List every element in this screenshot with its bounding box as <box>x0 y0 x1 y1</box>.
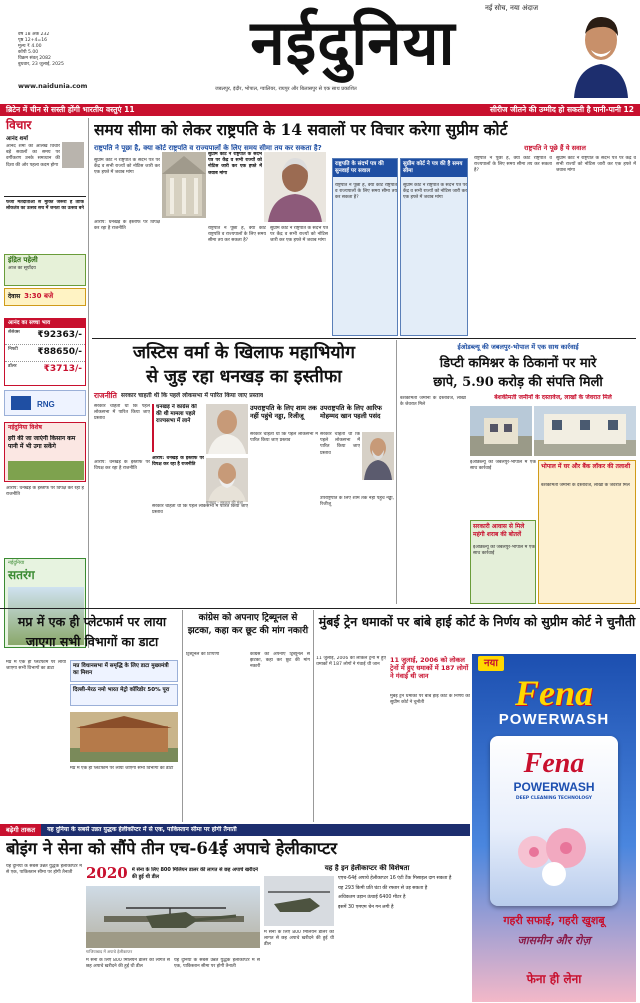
special-box <box>4 422 86 482</box>
mid-building-photo <box>70 712 178 762</box>
ed-headline-1[interactable]: डिप्टी कमिश्नर के ठिकानों पर मारे <box>439 356 597 371</box>
lead-right-title: राष्ट्रपति ने पूछे हैं ये सवाल <box>524 144 586 152</box>
lead-col-2: राष्ट्रपति ने पूछा है, क्या कोर्ट राष्ट्रपति व राज्यपालों के लिए समय सीमा तय कर सकता है? <box>208 226 266 244</box>
ed-sub: बेशकीमती जमीनों के दस्तावेज, लाखों के जेवरात मिले <box>494 394 612 401</box>
second-col-1b: आरोप: धनखड़ के इस्तीफे पर विपक्ष कर रहा है राजनीति <box>94 460 150 472</box>
lead-right-col-2: सुप्रीम कोर्ट ने राष्ट्रपति के संदर्भ पत्र पर केंद्र व सभी राज्यों को नोटिस जारी कर एक हफ्ते में जवाब मांगा <box>556 156 636 174</box>
lead-box-2-title: सुप्रीम कोर्ट ने पत्र की है समय सीमा <box>401 159 467 177</box>
feature-item: इसमें 30 एमएम चेन गन लगी है <box>338 904 394 910</box>
features-list <box>338 876 470 1000</box>
arif-photo <box>362 432 394 480</box>
bottom-col-1: यह दुनिया के सबसे उन्नत युद्धक हेलीकॉप्टर में से एक, पाकिस्तान सीमा पर होगी तैनाती <box>6 864 82 876</box>
lead-photo-caption: सुप्रीम कोर्ट ने राष्ट्रपति के संदर्भ पत्र पर केंद्र व सभी राज्यों को नोटिस जारी कर एक हफ्ते में जवाब मांगा <box>208 152 262 176</box>
market-title: आनंद का सच्चा भाव <box>5 319 85 328</box>
time-label: देवास <box>8 293 21 301</box>
second-headline-2[interactable]: से जुड़ रहा धनखड़ का इस्तीफा <box>146 367 342 387</box>
market-value: ₹92363/- <box>37 330 82 341</box>
mid-left-col-2: मप्र में एक ही प्लेटफार्म पर लाया जाएगा सभी विभागों का डाटा <box>70 766 174 771</box>
mid-left-col-1: मप्र में एक ही प्लेटफार्म पर लाया जाएगा सभी विभागों का डाटा <box>6 660 66 672</box>
lead-box-2-text: सुप्रीम कोर्ट ने राष्ट्रपति के संदर्भ पत्र पर केंद्र व सभी राज्यों को नोटिस जारी कर एक हफ्ते में जवाब मांगा <box>403 183 467 201</box>
sidebar-brief: आरोप: धनखड़ के इस्तीफे पर विपक्ष कर रहा है राजनीति <box>6 486 84 498</box>
mid-bullet: दिल्ली-मेरठ नमो भारत मेट्रो कॉरिडोर 50% पूरा <box>70 684 178 706</box>
market-label: डॉलर <box>8 363 17 369</box>
mid-left-headline[interactable]: मप्र में एक ही प्लेटफार्म पर लाया जाएगा सभी विभागों का डाटा <box>17 614 167 649</box>
time-value: 3:30 बजे <box>24 292 54 301</box>
fena-pack-product: POWERWASH <box>513 780 595 794</box>
divider <box>0 608 640 609</box>
flower-icon <box>504 812 604 892</box>
vichar-title: विचार <box>6 118 32 132</box>
second-kicker: राजनीति <box>94 391 117 401</box>
special-photo <box>8 461 84 480</box>
second-inset-2: आरोप: धनखड़ के इस्तीफे पर विपक्ष कर रहा है राजनीति <box>152 456 204 468</box>
feature-item: अधिकतम उड़ान ऊंचाई 6400 मीटर है <box>338 895 406 900</box>
fena-brand-top: Fena <box>514 673 593 713</box>
apache-photo <box>86 886 260 948</box>
ed-box-2 <box>470 520 536 604</box>
fena-slogan: गहरी सफाई, गहरी खुशबू <box>503 914 605 927</box>
supreme-court-photo <box>162 152 206 218</box>
issue-line: विक्रम संवत् 2082 <box>18 56 51 61</box>
mid-center-col-1: ट्रिब्यूनल की टिप्पणी <box>186 652 220 657</box>
dhankhar-photo <box>206 404 248 454</box>
ticker-left[interactable] <box>0 104 320 116</box>
mid-right-headline[interactable]: मुंबई ट्रेन धमाकों पर बांबे हाई कोर्ट के निर्णय को सुप्रीम कोर्ट ने चुनौती <box>318 614 636 629</box>
time-box <box>4 288 86 306</box>
column-divider <box>396 340 397 604</box>
fena-pack-brand: Fena <box>523 748 585 779</box>
issue-line: कॉपी 5.00 <box>18 50 39 55</box>
masthead-portrait <box>568 6 634 98</box>
market-row <box>5 345 85 362</box>
vichar-portrait <box>62 142 84 168</box>
mid-right-highlight: 11 जुलाई, 2006 को लोकल ट्रेनों में हुए धमाकों में 187 लोगों ने गंवाई थी जान <box>390 656 469 680</box>
ticker-right[interactable] <box>320 104 640 116</box>
second-inset-4-text-2: उपराष्ट्रपति के लिए शाम तक नहीं पहुंचे नड्डा, रिजीजू <box>320 496 394 508</box>
ed-box-1-title: भोपाल में घर और बैंक लॉकर की तलाशी <box>541 463 631 470</box>
lead-subhead: राष्ट्रपति ने पूछा है, क्या कोर्ट राष्ट्रपति व राज्यपालों के लिए समय सीमा तय कर सकता है? <box>94 144 322 152</box>
tagline: नई सोच, नया अंदाज <box>485 4 539 12</box>
bottom-year: 2020 <box>86 864 128 883</box>
lead-box-1-title: राष्ट्रपति के संदर्भ पत्र की सुनवाई पर सवाल <box>333 159 397 177</box>
lead-col-3: सुप्रीम कोर्ट ने राष्ट्रपति के संदर्भ पत्र पर केंद्र व सभी राज्यों को नोटिस जारी कर एक हफ्ते में जवाब मांगा <box>270 226 328 244</box>
market-box <box>4 318 86 386</box>
second-inset-4-text: सरकार चाहती थी कि पहले लोकसभा में पारित किया जाए प्रस्ताव <box>320 432 360 456</box>
second-sub: सरकार चाहती थी कि पहले लोकसभा में पारित किया जाए प्रस्ताव <box>120 392 264 400</box>
second-inset-1-text: धनखड़ ने कांग्रेस की की थी मामला पहले राज्यसभा में लाने <box>156 404 197 424</box>
lead-headline[interactable]: समय सीमा को लेकर राष्ट्रपति के 14 सवालों पर विचार करेगा सुप्रीम कोर्ट <box>94 120 508 139</box>
second-inset-3-text: सरकार चाहती थी कि पहले लोकसभा में पारित किया जाए प्रस्ताव <box>250 432 318 444</box>
quote-text: फर्जी मतदाताओं से मुक्ति जरूरी है ताकि लोकतंत्र का उत्सव सच में जनता का उत्सव बने <box>6 200 84 212</box>
second-inset-4-title: उपराष्ट्रपति के लिए आरिफ मोहम्मद खान पहली पसंद <box>320 404 382 420</box>
second-inset-3 <box>250 404 318 604</box>
ed-col-2: ईओडब्ल्यू की जबलपुर-भोपाल में एक साथ कार्रवाई <box>470 460 536 472</box>
sidebar-ad-logo <box>4 390 86 416</box>
president-photo <box>264 152 326 222</box>
sidebar-divider <box>88 118 89 648</box>
second-inset-3-title: उपराष्ट्रपति के लिए शाम तक नहीं पहुंचे नड्डा, रिजीजू <box>250 404 317 420</box>
newspaper-logo: नईदुनिया <box>250 6 456 79</box>
ed-photo-2 <box>534 406 636 456</box>
divider <box>92 338 636 339</box>
lead-right-col-1: राष्ट्रपति ने पूछा है, क्या कोर्ट राष्ट्रपति व राज्यपालों के लिए समय सीमा तय कर सकता है? <box>474 156 552 174</box>
issue-info <box>18 32 108 72</box>
market-label: सेंसेक्स <box>8 330 20 336</box>
satrang-label: नईदुनिया <box>8 560 25 566</box>
lead-box-2 <box>400 158 468 336</box>
left-sidebar <box>4 118 86 650</box>
modi-photo <box>206 458 248 502</box>
bottom-band-text: यह दुनिया के सबसे उन्नत युद्धक हेलीकॉप्टर में से एक, पाकिस्तान सीमा पर होगी तैनाती <box>47 826 237 834</box>
mid-center-headline[interactable]: कांग्रेस को अपनाए ट्रिब्यूनल से झटका, कहा कर छूट की मांग नकारी <box>187 613 309 636</box>
special-text: हरी की जा जाएंगी किसान कम पानी में भी उगा सकेंगे <box>8 435 76 450</box>
svg-text:RNG: RNG <box>37 400 55 409</box>
lead-box-1-text: राष्ट्रपति ने पूछा है, क्या कोर्ट राष्ट्रपति व राज्यपालों के लिए समय सीमा तय कर सकता है? <box>335 183 397 201</box>
bottom-headline[interactable]: बोइंग ने सेना को सौंपे तीन एच-64ई अपाचे हेलीकाप्टर <box>6 839 338 858</box>
mid-bullet: मप्र विधानसभा में समृद्धि के लिए डाटा मुख्यमंत्री का मिशन <box>70 660 178 682</box>
mid-center-col-2: कांग्रेस को अपनाए ट्रिब्यूनल से झटका, कहा कर छूट की मांग नकारी <box>250 652 310 670</box>
second-col-1: सरकार चाहती थी कि पहले लोकसभा में पारित किया जाए प्रस्ताव <box>94 404 150 422</box>
bottom-year-text: में सेना के लिए 800 मिलियन डालर की लागत से छह अपाचे खरीदने की हुई थी डील <box>131 867 258 880</box>
ed-headline-2[interactable]: छापे, 5.90 करोड़ की संपत्ति मिली <box>433 375 603 390</box>
fena-footer: फेना ही लेना <box>526 972 582 986</box>
column-divider <box>313 610 314 822</box>
divider <box>4 196 86 197</box>
market-label: निफ्टी <box>8 346 18 352</box>
ticker-right-text: सीरीज जीतने की उम्मीद हो सकती है पानी-पानी 12 <box>489 105 634 115</box>
ed-box-2-text: ईओडब्ल्यू की जबलपुर-भोपाल में एक साथ कार्रवाई <box>473 545 535 557</box>
bottom-caption: गाजियाबाद में अपाचे हेलीकाप्टर <box>86 949 133 954</box>
vichar-text: आनंद शर्मा का आलेख विचार बड़े सवालों का समय पर वर्गीकरण उनके समाधान की दिशा की ओर पहला कदम होगा <box>6 144 60 168</box>
features-photo <box>264 876 334 926</box>
editions-line: जबलपुर, इंदौर, भोपाल, ग्वालियर, रायपुर और बिलासपुर से एक साथ प्रकाशित <box>215 86 357 92</box>
sudoku-label: आज का सूर्योदय <box>8 266 36 272</box>
column-divider <box>182 610 183 822</box>
bottom-year-box <box>86 864 260 884</box>
fena-sub-slogan: जासमीन और रोज़ <box>517 934 591 947</box>
ed-photo-1 <box>470 406 532 456</box>
ed-box-2-title: सरकारी आवास से मिले महंगी शराब की बोतलें <box>473 523 525 538</box>
issue-line: मूल्य ₹ 4.00 <box>18 44 42 49</box>
market-value: ₹88650/- <box>37 346 82 357</box>
bottom-band-label: बढ़ेगी ताकत <box>0 824 41 836</box>
second-inset-1 <box>152 404 204 452</box>
issue-line: वर्ष 18 अंक 232 <box>18 32 50 37</box>
fena-new-label: नया <box>478 656 504 671</box>
feature-item: यह 293 किमी प्रति घंटा की रफ्तार से उड़ सकता है <box>338 885 428 891</box>
second-inset-4 <box>320 404 394 604</box>
vichar-byline: आनंद शर्मा <box>6 136 28 142</box>
website-url[interactable]: www.naidunia.com <box>18 82 88 90</box>
mid-right-col-2: मुंबई ट्रेन धमाकों पर बांबे हाई कोर्ट के निर्णय को सुप्रीम कोर्ट ने चुनौती <box>390 694 470 706</box>
second-subline <box>94 391 394 401</box>
masthead <box>0 0 640 103</box>
fena-product-top: POWERWASH <box>498 711 610 728</box>
ticker-left-text: ब्रिटेन में चीन से सस्ती होंगी भारतीय वस्तुएं 11 <box>6 105 135 115</box>
lead-col-1: सुप्रीम कोर्ट ने राष्ट्रपति के संदर्भ पत्र पर केंद्र व सभी राज्यों को नोटिस जारी कर एक हफ्ते में जवाब मांगा <box>94 158 160 176</box>
date-line: बुधवार, 23 जुलाई, 2025 <box>18 62 64 67</box>
lead-col-1b: आरोप: धनखड़ के इस्तीफे पर विपक्ष कर रहा है राजनीति <box>94 220 160 232</box>
market-row <box>5 328 85 345</box>
mid-right-col-1: 11 जुलाई, 2006 को लोकल ट्रेनों में हुए धमाकों में 187 लोगों ने गंवाई थी जान <box>316 656 386 668</box>
second-caption: धनखड़ - सरकार की मंशा <box>206 500 243 505</box>
bottom-col-3: यह दुनिया के सबसे उन्नत युद्धक हेलीकॉप्टर में से एक, पाकिस्तान सीमा पर होगी तैनाती <box>174 958 260 970</box>
feature-item: एएच-64ई अपाचे हेलीकाप्टर 16 एंटी टैंक मिसाइल दाग सकता है <box>338 876 452 881</box>
issue-line: पृष्ठ 12+4=16 <box>18 38 48 43</box>
features-box <box>264 864 470 1000</box>
fena-ad[interactable] <box>472 654 636 1002</box>
fena-pack <box>490 736 618 906</box>
ed-col-1: बेशकीमती जमीनों के दस्तावेज, लाखों के जेवरात मिले <box>400 396 466 408</box>
lead-box-1 <box>332 158 398 336</box>
bottom-col-2: में सेना के लिए 800 मिलियन डालर की लागत से छह अपाचे खरीदने की हुई थी डील <box>86 958 170 970</box>
features-title: यह है इन हेलीकाप्टर की विशेषता <box>324 864 410 872</box>
satrang-title: सतरंग <box>8 567 35 582</box>
second-headline-1[interactable]: जस्टिस वर्मा के खिलाफ महाभियोग <box>133 343 355 363</box>
market-value: ₹3713/- <box>43 363 82 374</box>
features-text: में सेना के लिए 800 मिलियन डालर की लागत से छह अपाचे खरीदने की हुई थी डील <box>264 930 334 948</box>
fena-pack-tagline: DEEP CLEANING TECHNOLOGY <box>515 796 593 801</box>
bottom-band <box>0 824 470 836</box>
ed-kicker: ईओडब्ल्यू की जबलपुर-भोपाल में एक साथ कार्रवाई <box>457 343 579 351</box>
sudoku-box <box>4 254 86 286</box>
market-row <box>5 362 85 378</box>
ed-box-1-text: बेशकीमती जमीनों के दस्तावेज, लाखों के जेवरात मिले <box>541 483 630 488</box>
sudoku-title: इंद्रित पहेली <box>8 256 38 264</box>
ed-box-1 <box>538 460 636 604</box>
second-col-2: सरकार चाहती थी कि पहले लोकसभा में पारित किया जाए प्रस्ताव <box>152 504 248 516</box>
special-title: नईदुनिया विशेष <box>8 424 42 431</box>
